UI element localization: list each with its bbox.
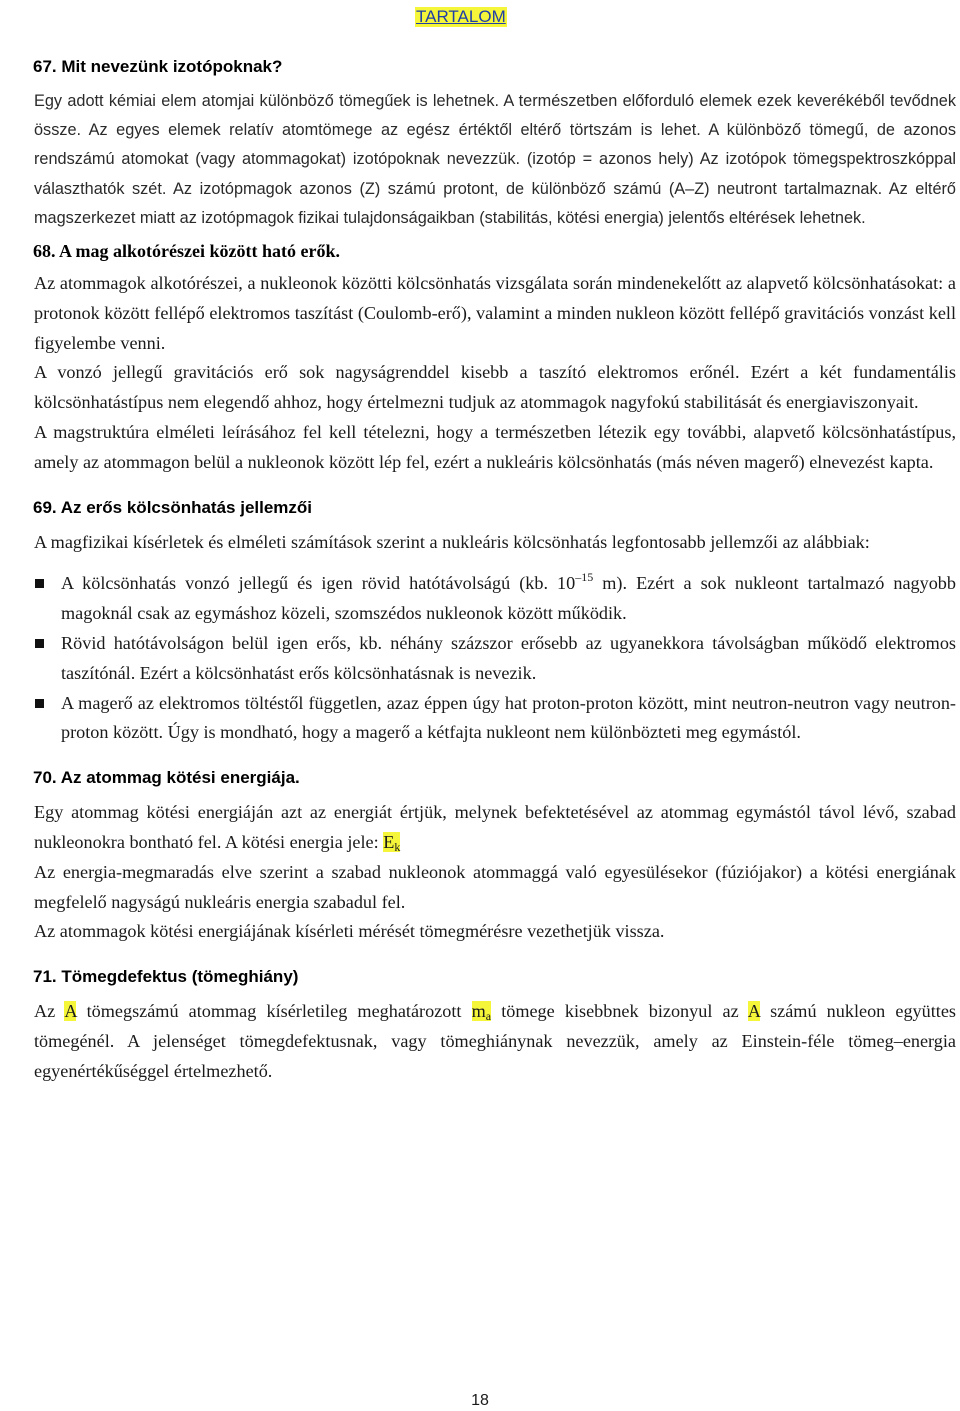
- document-body: [34, 55, 956, 1087]
- heading-71: 71. Tömegdefektus (tömeghiány): [33, 967, 299, 987]
- paragraph-68-2: A vonzó jellegű gravitációs erő sok nagyságrenddel kisebb a taszító elektromos erőnél. Ezért a két fundamentális kölcsönhatástípus nem elegendő ahhoz, hogy értelmezni tudjuk az atommagok nagyfokú stabilitását és energiaviszonyait.: [34, 362, 956, 413]
- paragraph-69-intro: A magfizikai kísérletek és elméleti számítások szerint a nukleáris kölcsönhatás legfontosabb jellemzői az alábbiak:: [34, 531, 870, 552]
- section-68: [34, 239, 956, 478]
- section-69: [34, 496, 956, 749]
- section-70: [34, 766, 956, 947]
- exponent: –15: [575, 570, 594, 585]
- heading-69: 69. Az erős kölcsönhatás jellemzői: [33, 497, 313, 517]
- paragraph-70-1: Egy atommag kötési energiáján azt az energiát értjük, melynek befektetésével az atommag egymástól távol lévő, szabad nukleonokra bontható fel. A kötési energia jele: $E_k$: [34, 802, 956, 854]
- paragraph-67: Egy adott kémiai elem atomjai különböző tömegűek is lehetnek. A természetben előforduló elemek ezek keverékéből tevődnek össze. Az egyes elemek relatív atomtömege az egész értéktől eltérő törtszám is lehet. A különböző tömegű, de azonos rendszámú atomokat (vagy atommagokat) izotópoknak nevezzük. (izotóp = azonos hely) Az izotópok tömegspektroszkóppal választhatók szét. Az izotópmagok azonos (Z) számú protont, de különböző számú (A–Z) neutront tartalmaznak. Az eltérő magszerkezet miatt az izotópmagok fizikai tulajdonságaikban (stabilitás, kötési energia) jelentős eltérések lehetnek.: [34, 92, 956, 227]
- highlight-symbol: $E_k$: [383, 831, 401, 854]
- list-item: Rövid hatótávolságon belül igen erős, kb. néhány százszor erősebb az ugyanekkora távolságban működő elektromos taszítónál. Ezért a kölcsönhatást erős kölcsönhatásnak is nevezik.: [34, 629, 956, 689]
- square-bullet-icon: [35, 699, 44, 708]
- square-bullet-icon: [35, 639, 44, 648]
- square-bullet-icon: [35, 579, 44, 588]
- bullet-list: [34, 569, 956, 748]
- list-item: A magerő az elektromos töltéstől független, azaz éppen úgy hat proton-proton között, mint neutron-neutron vagy neutron-proton között. Úgy is mondható, hogy a magerő a kétfajta nukleont nem különbözteti meg egymástól.: [34, 689, 956, 749]
- section-71: [34, 965, 956, 1086]
- paragraph-70-2: Az energia-megmaradás elve szerint a szabad nukleonok atommaggá való egyesülésekor (fúziójakor) a kötési energiának megfelelő nagyságú nukleáris energia szabadul fel.: [34, 861, 956, 912]
- heading-70: 70. Az atommag kötési energiája.: [33, 768, 300, 788]
- paragraph-68-3: A magstruktúra elméleti leírásához fel kell tételezni, hogy a természetben létezik egy további, alapvető kölcsönhatástípus, amely az atommagon belül a nukleonok között lép fel, ezért a nukleáris kölcsönhatás (más néven magerő) elnevezést kapta.: [34, 422, 956, 472]
- highlight-symbol: A: [747, 1001, 760, 1022]
- page-number: 18: [471, 1392, 489, 1409]
- paragraph-70-3: Az atommagok kötési energiájának kísérleti mérését tömegmérésre vezethetjük vissza.: [34, 921, 665, 942]
- highlight-symbol: $m_a$: [471, 1001, 492, 1024]
- heading-67: 67. Mit nevezünk izotópoknak?: [33, 57, 283, 76]
- heading-68: 68. A mag alkotórészei között ható erők.: [33, 241, 340, 262]
- highlight-symbol: A: [64, 1001, 77, 1022]
- list-item: A kölcsönhatás vonzó jellegű és igen rövid hatótávolságú (kb. $10^{-15}$ m). Ezért a sok nukleont tartalmazó nagyobb magoknál csak az egymáshoz közeli, szomszédos nukleonok között működik.: [34, 569, 956, 629]
- paragraph-68-1: Az atommagok alkotórészei, a nukleonok közötti kölcsönhatás vizsgálata során mindenekelőtt az alapvető kölcsönhatásokat: a protonok között fellépő elektromos taszítást (Coulomb-erő), valamint a minden nukleon között fellépő gravitációs vonzást kell figyelembe venni.: [34, 273, 956, 353]
- paragraph-71: Az A tömegszámú atommag kísérletileg meghatározott $m_a$ tömege kisebbnek bizonyul az A számú nukleon együttes tömegénél. A jelenséget tömegdefektusnak, vagy tömeghiánynak nevezzük, amely az Einstein-féle tömeg–energia egyenértékűséggel értelmezhető.: [34, 1001, 957, 1081]
- toc-link[interactable]: TARTALOM: [416, 7, 506, 26]
- section-67: [34, 55, 956, 233]
